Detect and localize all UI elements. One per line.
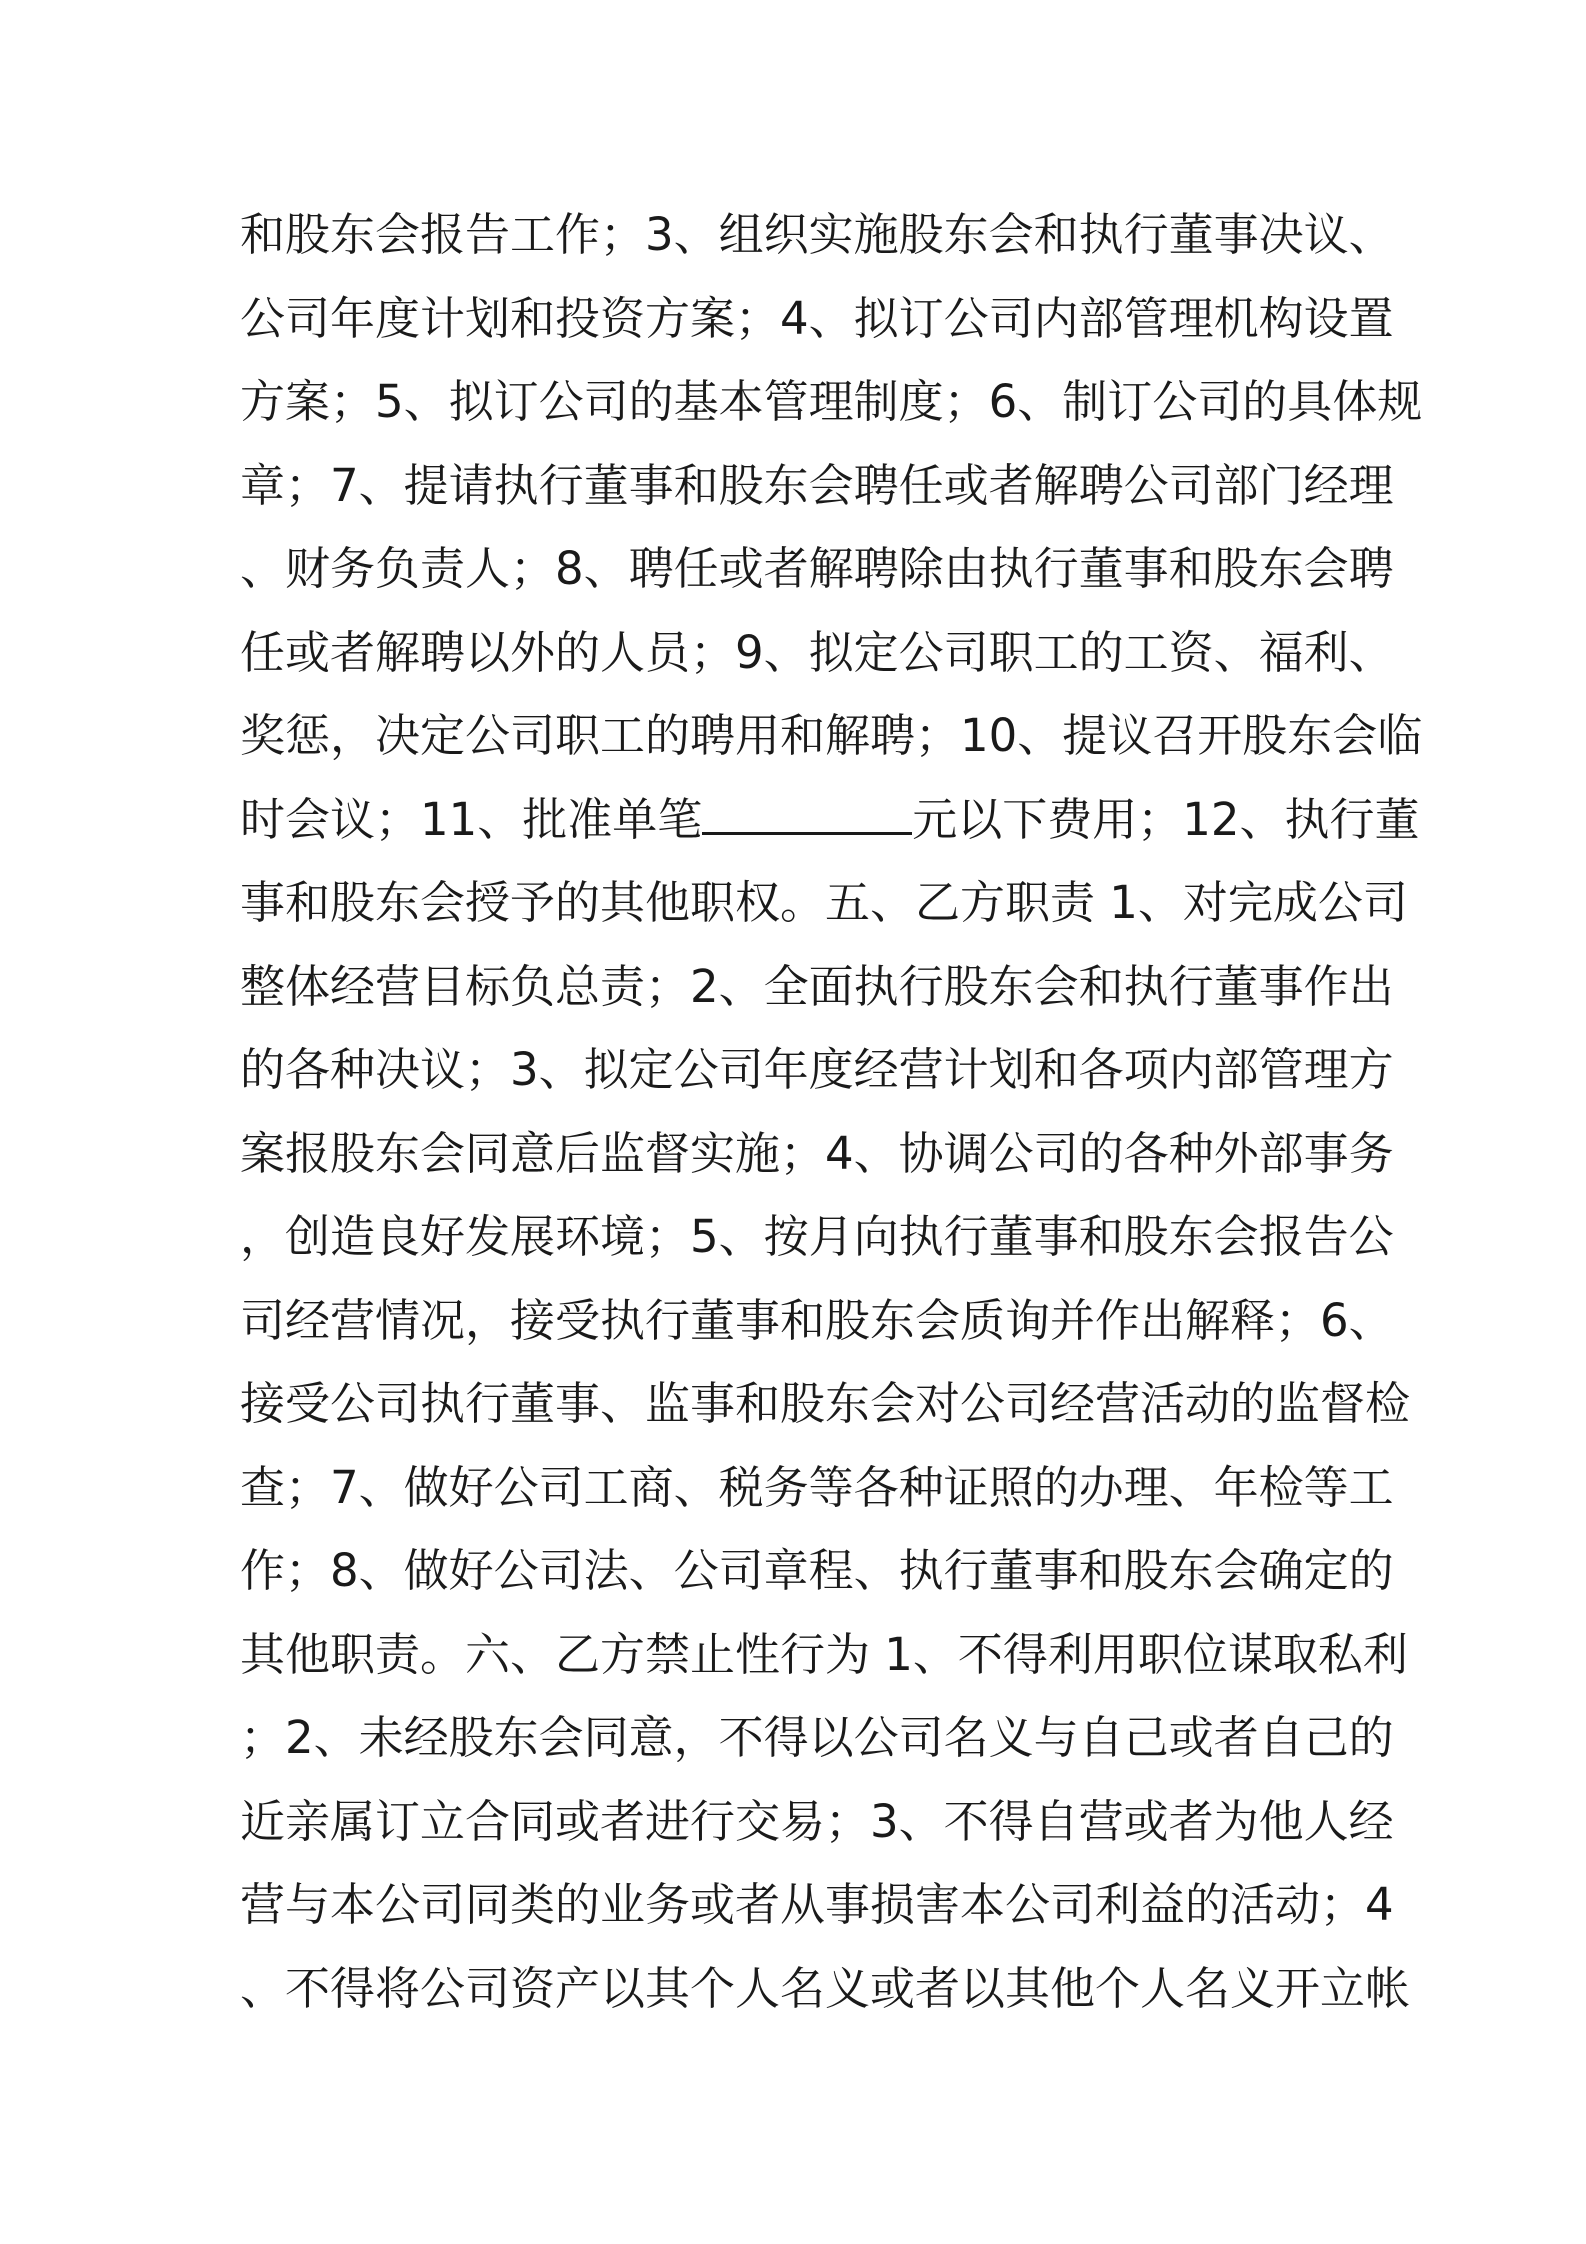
text-line-13: ，创造良好发展环境；5、按月向执行董事和股东会报告公 [240, 1210, 1394, 1263]
text-line-20: 近亲属订立合同或者进行交易；3、不得自营或者为他人经 [240, 1794, 1394, 1848]
text-line-12: 案报股东会同意后监督实施；4、协调公司的各种外部事务 [240, 1126, 1394, 1180]
text-line-3: 方案；5、拟订公司的基本管理制度；6、制订公司的具体规 [240, 375, 1423, 428]
text-line-21: 营与本公司同类的业务或者从事损害本公司利益的活动；4 [240, 1878, 1394, 1931]
text-line-8-after-blank: 元以下费用；12、执行董 [912, 792, 1420, 846]
text-line-19: ；2、未经股东会同意，不得以公司名义与自己或者自己的 [240, 1711, 1394, 1764]
text-line-15: 接受公司执行董事、监事和股东会对公司经营活动的监督检 [240, 1377, 1411, 1430]
text-line-1: 和股东会报告工作；3、组织实施股东会和执行董事决议、 [240, 208, 1394, 261]
text-line-18: 其他职责。六、乙方禁止性行为 1、不得利用职位谋取私利 [240, 1627, 1408, 1681]
fill-in-blank [702, 792, 912, 835]
text-line-5: 、财务负责人；8、聘任或者解聘除由执行董事和股东会聘 [240, 542, 1394, 595]
text-line-22: 、不得将公司资产以其个人名义或者以其他个人名义开立帐 [240, 1961, 1411, 2015]
text-line-7: 奖惩，决定公司职工的聘用和解聘；10、提议召开股东会临 [240, 709, 1423, 762]
text-line-10: 整体经营目标负总责；2、全面执行股东会和执行董事作出 [240, 959, 1394, 1013]
text-line-8-before-blank: 时会议；11、批准单笔 [240, 792, 703, 846]
text-line-14: 司经营情况，接受执行董事和股东会质询并作出解释；6、 [240, 1293, 1394, 1347]
text-line-8 [240, 778, 1420, 862]
text-line-16: 查；7、做好公司工商、税务等各种证照的办理、年检等工 [240, 1460, 1394, 1514]
text-line-11: 的各种决议；3、拟定公司年度经营计划和各项内部管理方 [240, 1043, 1394, 1096]
contract-text-block [240, 193, 1423, 2030]
text-line-17: 作；8、做好公司法、公司章程、执行董事和股东会确定的 [240, 1544, 1394, 1597]
text-line-9: 事和股东会授予的其他职权。五、乙方职责 1、对完成公司 [240, 876, 1408, 929]
text-line-4: 章；7、提请执行董事和股东会聘任或者解聘公司部门经理 [240, 458, 1394, 512]
text-line-2: 公司年度计划和投资方案；4、拟订公司内部管理机构设置 [240, 291, 1394, 345]
text-line-6: 任或者解聘以外的人员；9、拟定公司职工的工资、福利、 [240, 625, 1394, 679]
